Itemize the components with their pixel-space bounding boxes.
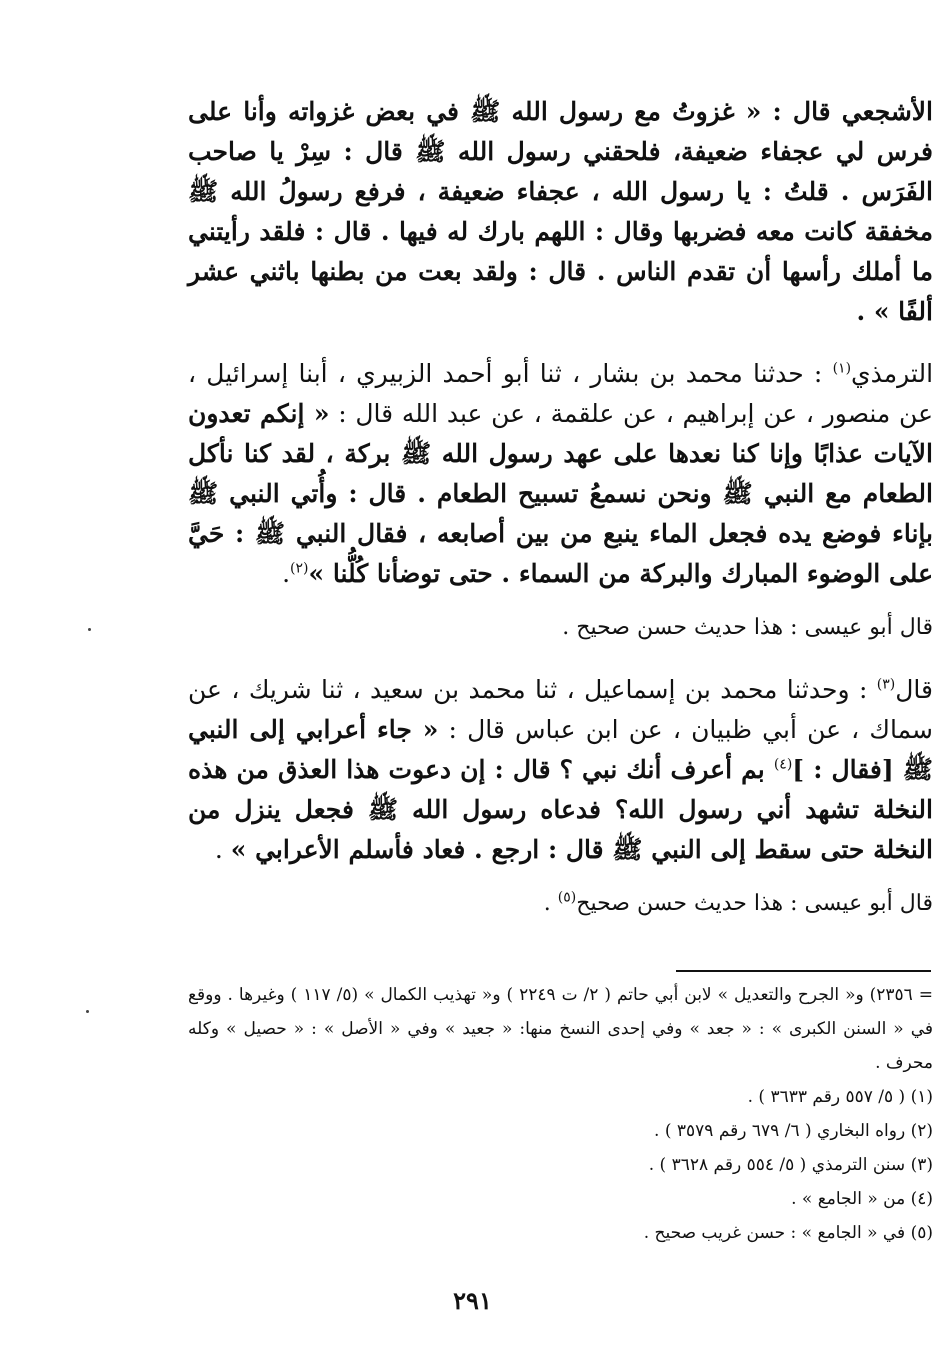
isnad-text: : حدثنا محمد بن بشار ، ثنا أبو أحمد الزبيري ، أبنا إسرائيل ، عن منصور ، عن إبراهيم ، عن علقمة ، عن عبد الله قال : (188, 359, 933, 428)
paragraph-text: الأشجعي قال : « غزوتُ مع رسول الله ﷺ في بعض غزواته وأنا على فرس لي عجفاء ضعيفة، فلحقني رسول الله ﷺ قال : سِرْ يا صاحب الفَرَس . قلتُ : يا رسول الله ، عجفاء ضعيفة ، فرفع رسولُ الله ﷺ مخفقة كانت معه فضربها وقال : اللهم بارك له فيها . قال : فلقد رأيتني ما أملك رأسها أن تقدم الناس . قال : ولقد بعت من بطنها باثني عشر ألفًا » . (188, 97, 933, 326)
footnotes (188, 978, 933, 1250)
hadith-quote-part-a: « جاء أعرابي إلى النبي ﷺ [فقال : ] (188, 715, 933, 784)
grading-text: قال أبو عيسى : هذا حديث حسن صحيح . (562, 615, 933, 640)
source-name: قال (895, 675, 933, 704)
footnote-5: (٥) في « الجامع » : حسن غريب صحيح . (643, 1223, 933, 1243)
scan-speck (86, 1010, 89, 1013)
footnote-separator (676, 970, 931, 972)
footnote-ref-2[interactable]: (٢) (290, 560, 309, 577)
source-name: الترمذي (851, 359, 934, 388)
hadith-quote: « إنكم تعدون الآيات عذابًا وإنا كنا نعدها على عهد رسول الله ﷺ بركة ، لقد كنا نأكل الطعام مع النبي ﷺ ونحن نسمعُ تسبيح الطعام . قال : وأُتي النبي ﷺ بإناء فوضع يده فجعل الماء ينبع من بين أصابعه ، فقال النبي ﷺ : حَيَّ على الوضوء المبارك والبركة من السماء . حتى توضأنا كُلُّنا » (188, 399, 933, 588)
hadith-quote-part-b: بم أعرف أنك نبي ؟ قال : إن دعوت هذا العذق من هذه النخلة تشهد أني رسول الله؟ فدعاه رسول الله ﷺ فجعل ينزل من النخلة حتى سقط إلى النبي ﷺ قال : ارجع . فعاد فأسلم الأعرابي » (188, 755, 933, 864)
punctuation: . (214, 835, 231, 864)
footnote-1: (١) ( ٥/ ٥٥٧ رقم ٣٦٣٣ ) . (747, 1087, 933, 1107)
footnote-ref-5[interactable]: (٥) (557, 889, 577, 906)
footnote-ref-1[interactable]: (١) (832, 360, 852, 377)
footnote-4: (٤) من « الجامع » . (791, 1189, 933, 1209)
paragraph-ibn-abbas-chain (188, 670, 933, 870)
punctuation: . (543, 891, 558, 916)
main-text (188, 92, 933, 924)
footnote-ref-4[interactable]: (٤) (773, 756, 793, 773)
footnote-3: (٣) سنن الترمذي ( ٥/ ٥٥٤ رقم ٣٦٢٨ ) . (648, 1155, 933, 1175)
punctuation: . (282, 559, 291, 588)
scan-speck (88, 628, 91, 631)
grading-line (188, 608, 933, 648)
grading-text: قال أبو عيسى : هذا حديث حسن صحيح (576, 891, 933, 916)
footnote-ref-3[interactable]: (٣) (876, 676, 896, 693)
paragraph-hadith-ashjai (188, 92, 933, 332)
paragraph-tirmidhi-chain (188, 354, 933, 594)
footnote-continuation: = ٢٣٥٦) و« الجرح والتعديل » لابن أبي حاتم ( ٢/ ت ٢٢٤٩ ) و« تهذيب الكمال » (٥/ ١١٧ ) وغيرها . ووقع في « السنن الكبرى » : « جعد » وفي إحدى النسخ منها: « جعيد » وفي « الأصل » : « حصيل » وكله محرف . (188, 985, 934, 1073)
footnote-2: (٢) رواه البخاري ( ٦/ ٦٧٩ رقم ٣٥٧٩ ) . (654, 1121, 933, 1141)
isnad-text: : وحدثنا محمد بن إسماعيل ، ثنا محمد بن سعيد ، ثنا شريك ، عن سماك ، عن أبي ظبيان ، عن ابن عباس قال : (188, 675, 933, 744)
page-number: ٢٩١ (453, 1286, 492, 1315)
grading-line (188, 884, 933, 924)
